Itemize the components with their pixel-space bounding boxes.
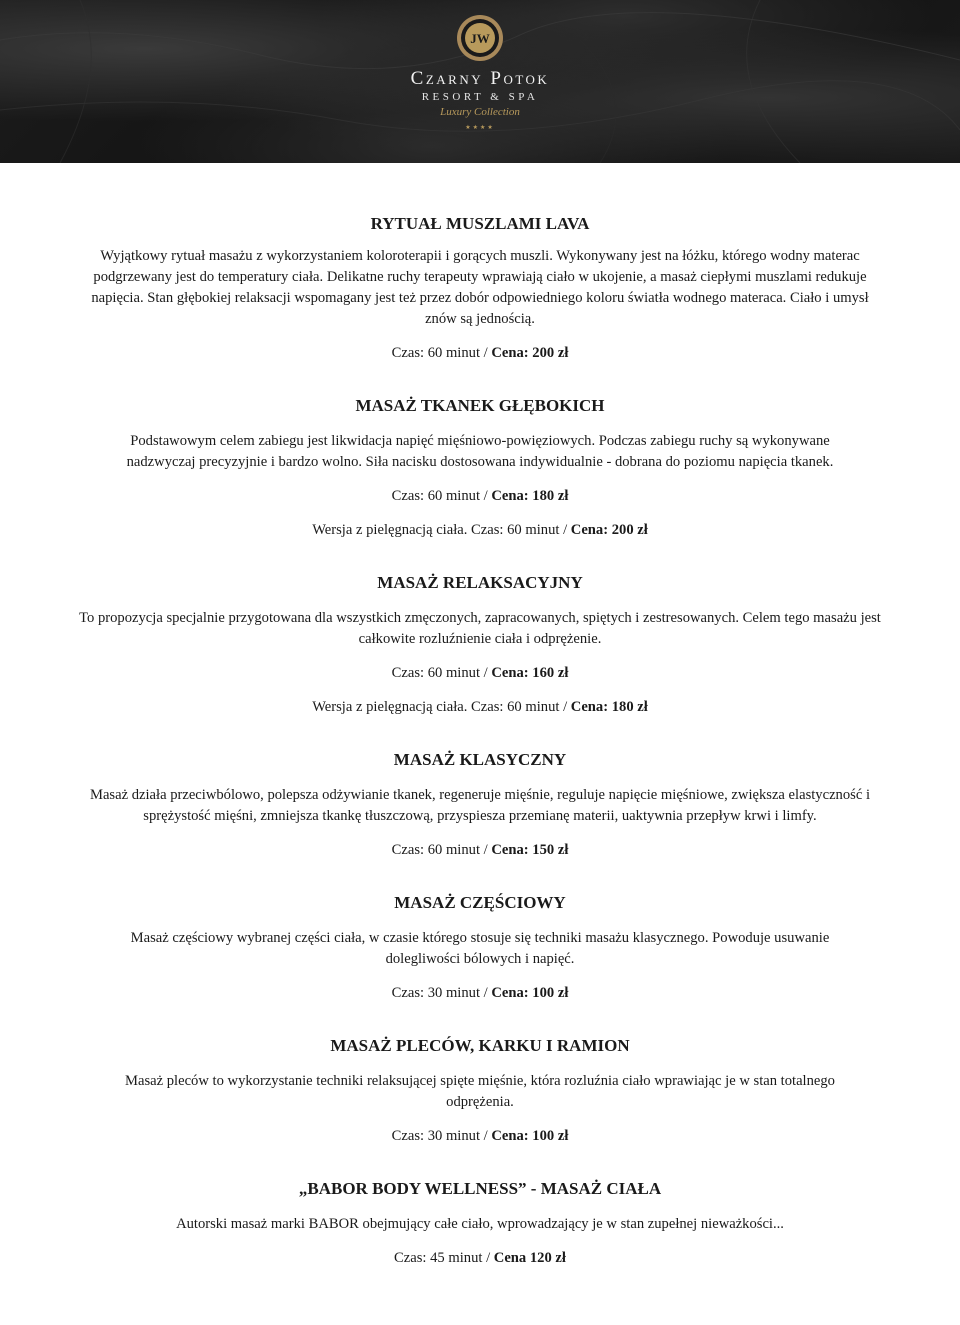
treatment-description: Masaż działa przeciwbólowo, polepsza odżywianie tkanek, regeneruje mięśnie, reguluje napięcie mięśniowe, zwiększa elastyczność i sprężystość mięśni, zmniejsza tkankę tłuszczową, przyspiesza przemianę materii, uaktywnia przepływ krwi i limfy. [89, 787, 871, 824]
treatment-price [0, 1248, 960, 1269]
header-banner [0, 0, 960, 163]
treatment-title: MASAŻ RELAKSACYJNY [377, 573, 583, 592]
price-value: Cena: 150 zł [491, 842, 569, 858]
price-time: Czas: 60 minut / [471, 522, 571, 538]
price-value: Cena: 200 zł [570, 522, 648, 538]
treatment-section [0, 572, 960, 718]
price-time: Czas: 30 minut / [391, 1128, 492, 1144]
price-time: Czas: 60 minut / [391, 842, 492, 858]
price-time: Czas: 60 minut / [471, 699, 571, 715]
price-time: Czas: 30 minut / [391, 985, 492, 1001]
treatment-title: MASAŻ KLASYCZNY [393, 750, 567, 769]
treatment-price [0, 663, 960, 684]
treatment-price-variant [0, 697, 960, 718]
brand-name: Czarny Potok [410, 68, 550, 89]
brand-collection: Luxury Collection [440, 106, 520, 118]
resort-logo [0, 14, 960, 131]
jw-seal-icon [456, 14, 504, 62]
treatment-price [0, 343, 960, 364]
treatment-title: „BABOR BODY WELLNESS” - MASAŻ CIAŁA [298, 1179, 662, 1198]
price-time: Czas: 60 minut / [391, 488, 492, 504]
treatment-section [0, 395, 960, 541]
rating-stars: ★★★★ [465, 124, 495, 131]
treatment-section [0, 1035, 960, 1147]
price-value: Cena: 200 zł [491, 345, 569, 361]
treatment-price [0, 840, 960, 861]
treatment-title: RYTUAŁ MUSZLAMI LAVA [370, 214, 590, 233]
price-value: Cena 120 zł [493, 1250, 566, 1266]
price-prefix: Wersja z pielęgnacją ciała. [312, 522, 472, 538]
price-value: Cena: 100 zł [491, 1128, 569, 1144]
treatment-description: Masaż pleców to wykorzystanie techniki relaksującej spięte mięśnie, która rozluźnia ciało wprawiając je w stan totalnego odprężenia. [125, 1073, 835, 1110]
treatment-description: Wyjątkowy rytuał masażu z wykorzystaniem koloroterapii i gorących muszli. Wykonywany jest na łóżku, którego wodny materac podgrzewany jest do temperatury ciała. Delikatne ruchy terapeuty wprawiają ciało w ukojenie, a masaż ciepłymi muszlami redukuje napięcia. Stan głębokiej relaksacji wspomagany jest też przez dobór odpowiedniego koloru światła wodnego materaca. Ciało i umysł znów są jednością. [91, 248, 869, 327]
price-value: Cena: 180 zł [570, 699, 648, 715]
treatment-list [0, 213, 960, 1269]
treatment-title: MASAŻ TKANEK GŁĘBOKICH [355, 396, 605, 415]
treatment-price [0, 486, 960, 507]
brand-subtitle: RESORT & SPA [421, 91, 539, 103]
price-time: Czas: 60 minut / [391, 345, 492, 361]
treatment-section [0, 1178, 960, 1269]
treatment-price-variant [0, 520, 960, 541]
treatment-description: To propozycja specjalnie przygotowana dla wszystkich zmęczonych, zapracowanych, spiętych i zestresowanych. Celem tego masażu jest całkowite rozluźnienie ciała i odprężenie. [79, 610, 881, 647]
price-time: Czas: 45 minut / [394, 1250, 494, 1266]
treatment-title: MASAŻ PLECÓW, KARKU I RAMION [330, 1036, 630, 1055]
treatment-title: MASAŻ CZĘŚCIOWY [394, 893, 566, 912]
price-value: Cena: 180 zł [491, 488, 569, 504]
treatment-description: Autorski masaż marki BABOR obejmujący całe ciało, wprowadzający je w stan zupełnej nieważkości... [176, 1216, 784, 1232]
price-prefix: Wersja z pielęgnacją ciała. [312, 699, 472, 715]
price-value: Cena: 100 zł [491, 985, 569, 1001]
treatment-description: Masaż częściowy wybranej części ciała, w czasie którego stosuje się techniki masażu klasycznego. Powoduje usuwanie dolegliwości bólowych i napięć. [130, 930, 830, 967]
treatment-price [0, 1126, 960, 1147]
seal-text: JW [470, 31, 490, 46]
treatment-section [0, 749, 960, 861]
treatment-price [0, 983, 960, 1004]
price-time: Czas: 60 minut / [391, 665, 492, 681]
treatment-section [0, 213, 960, 364]
treatment-section [0, 892, 960, 1004]
price-value: Cena: 160 zł [491, 665, 569, 681]
treatment-description: Podstawowym celem zabiegu jest likwidacja napięć mięśniowo-powięziowych. Podczas zabiegu ruchy są wykonywane nadzwyczaj precyzyjnie i bardzo wolno. Siła nacisku dostosowana indywidualnie - dobrana do poziomu napięcia tkanek. [126, 433, 834, 470]
